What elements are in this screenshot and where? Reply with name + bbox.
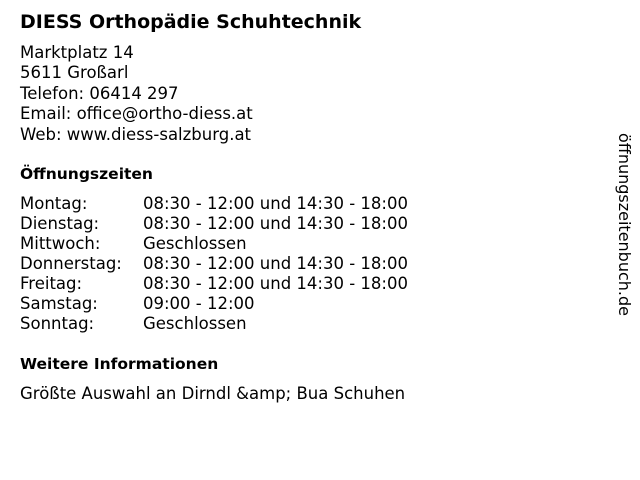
hours-day: Freitag:	[20, 274, 83, 293]
more-info-text: Größte Auswahl an Dirndl &amp; Bua Schuhen	[20, 384, 406, 403]
side-brand-text: öffnungszeitenbuch.de	[615, 133, 634, 316]
hours-day: Montag:	[20, 194, 88, 213]
opening-hours-heading: Öffnungszeiten	[20, 165, 153, 183]
city-address: 5611 Großarl	[20, 63, 129, 83]
street-address: Marktplatz 14	[20, 43, 134, 62]
hours-time: 08:30 - 12:00 und 14:30 - 18:00	[143, 194, 408, 213]
hours-time: Geschlossen	[143, 314, 247, 333]
hours-day: Sonntag:	[20, 314, 95, 333]
hours-time: 08:30 - 12:00 und 14:30 - 18:00	[143, 274, 408, 293]
hours-day: Samstag:	[20, 294, 98, 313]
hours-time: Geschlossen	[143, 234, 247, 253]
business-name: DIESS Orthopädie Schuhtechnik	[20, 11, 362, 33]
side-brand	[612, 133, 636, 363]
phone-number: Telefon: 06414 297	[20, 83, 179, 103]
email-address: Email: office@ortho-diess.at	[20, 104, 253, 124]
hours-time: 08:30 - 12:00 und 14:30 - 18:00	[143, 254, 408, 273]
hours-day: Dienstag:	[20, 214, 100, 233]
hours-day: Donnerstag:	[20, 254, 122, 273]
hours-time: 09:00 - 12:00	[143, 294, 255, 313]
website-address: Web: www.diess-salzburg.at	[20, 124, 252, 144]
hours-time: 08:30 - 12:00 und 14:30 - 18:00	[143, 214, 408, 233]
more-info-heading: Weitere Informationen	[20, 355, 219, 373]
address-block	[20, 43, 253, 145]
hours-day: Mittwoch:	[20, 234, 101, 253]
